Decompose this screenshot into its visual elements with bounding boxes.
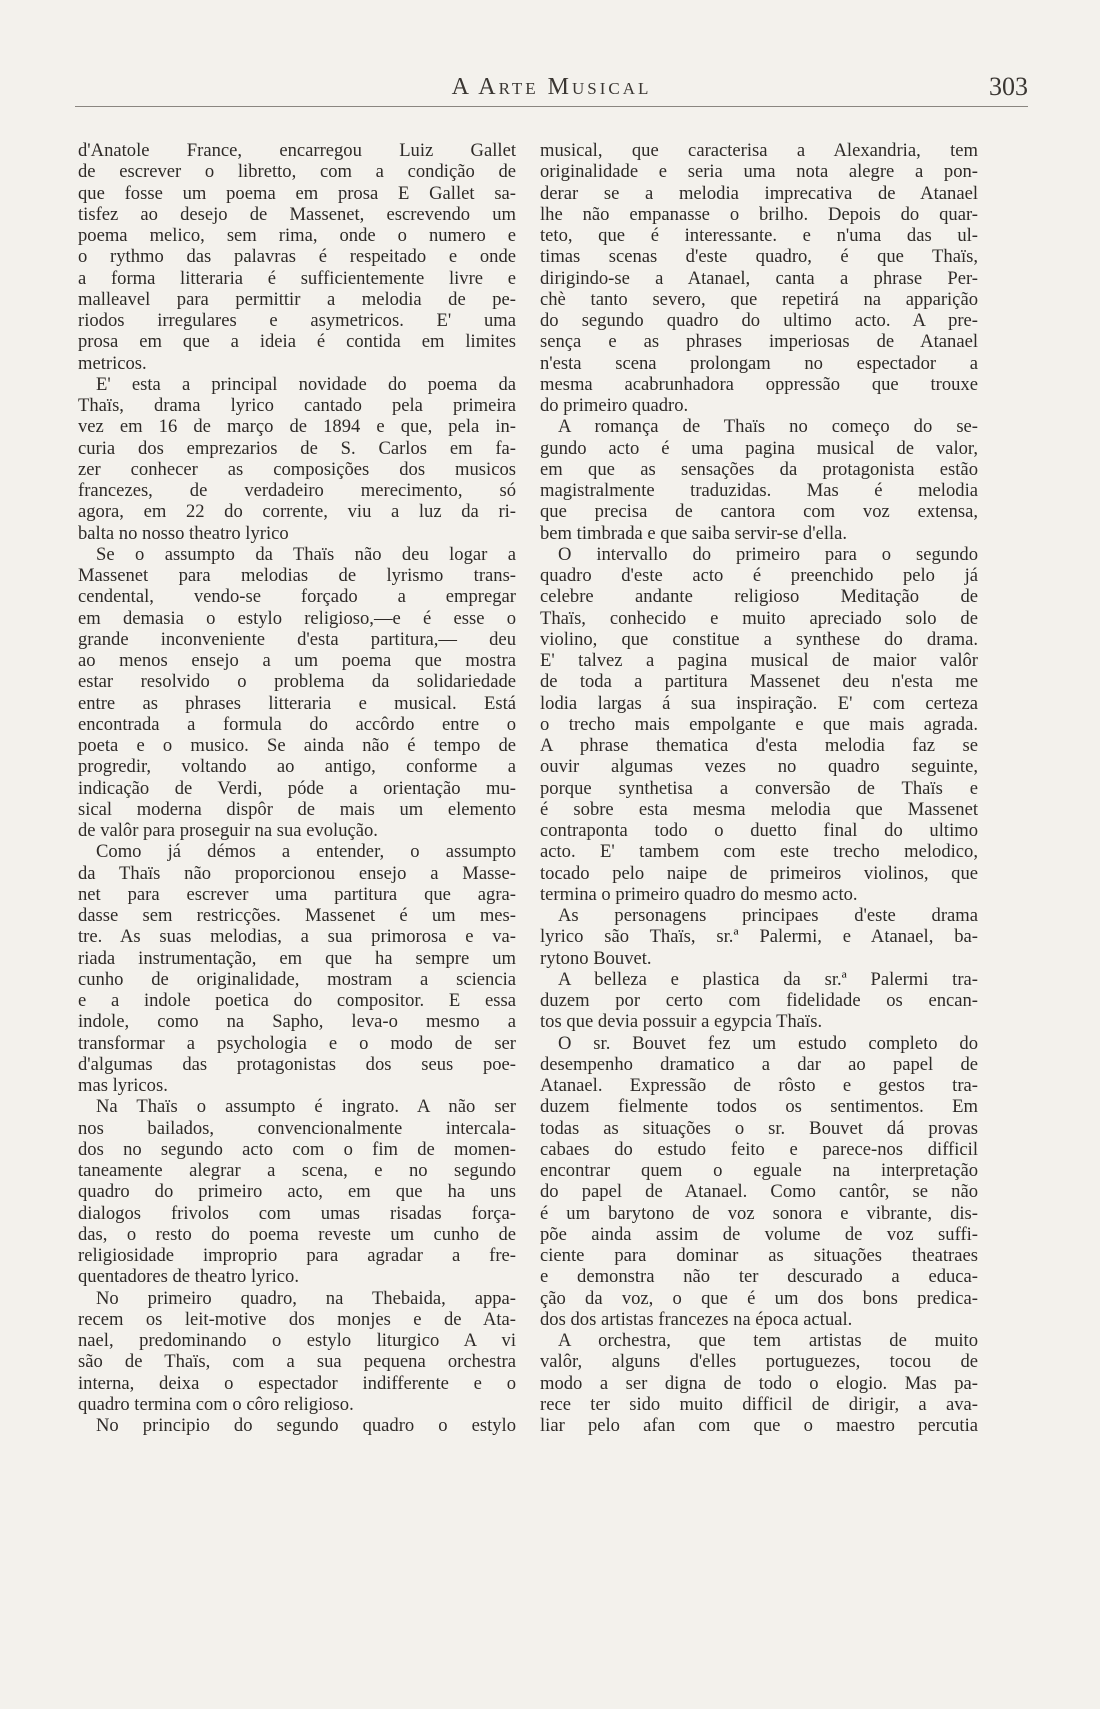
- text-line: encontrada a formula do accôrdo entre o: [78, 713, 516, 735]
- text-line: ciente para dominar as situações theatraes: [540, 1245, 978, 1266]
- text-line: bem timbrada e que saiba servir-se d'ella.: [540, 522, 848, 544]
- text-line: rytono Bouvet.: [540, 947, 652, 969]
- text-line: é sobre esta mesma melodia que Massenet: [540, 798, 978, 820]
- text-line: Atanael. Expressão de rôsto e gestos tra-: [540, 1075, 978, 1096]
- text-line: E' talvez a pagina musical de maior valôr: [540, 650, 978, 671]
- text-line: Como já démos a entender, o assumpto: [96, 841, 516, 863]
- text-line: indicação de Verdi, póde a orientação mu-: [78, 777, 516, 799]
- text-line: prosa em que a ideia é contida em limites: [78, 331, 516, 353]
- running-head: [75, 66, 1028, 107]
- text-line: modo a ser digna de todo o elogio. Mas pa-: [540, 1372, 978, 1394]
- text-line: derar se a melodia imprecativa de Atanael: [540, 182, 978, 204]
- text-line: do segundo quadro do ultimo acto. A pre-: [540, 310, 978, 331]
- text-line: porque synthetisa a conversão de Thaïs e: [540, 777, 978, 799]
- text-line: quentadores de theatro lyrico.: [78, 1266, 299, 1288]
- text-line: Se o assumpto da Thaïs não deu logar a: [96, 543, 516, 565]
- text-line: metricos.: [78, 352, 147, 374]
- text-line: de valôr para proseguir na sua evolução.: [78, 820, 378, 841]
- text-line: A belleza e plastica da sr.ª Palermi tra-: [558, 968, 978, 990]
- text-line: agora, em 22 do corrente, viu a luz da ri-: [78, 501, 516, 523]
- text-line: musical, que caracterisa a Alexandria, tem: [540, 140, 978, 161]
- text-line: interna, deixa o espectador indifferente e o: [78, 1372, 516, 1394]
- text-line: celebre andante religioso Meditação de: [540, 586, 978, 608]
- text-line: dos no segundo acto com o fim de momen-: [78, 1138, 516, 1160]
- text-line: timas scenas d'este quadro, é que Thaïs,: [540, 246, 978, 268]
- text-line: é um barytono de voz sonora e vibrante, dis-: [540, 1202, 978, 1224]
- text-line: que precisa de cantora com voz extensa,: [540, 501, 978, 523]
- text-line: põe ainda assim de volume de voz suffi-: [540, 1223, 978, 1245]
- text-line: tocado pelo naipe de primeiros violinos, que: [540, 862, 978, 884]
- text-line: progredir, voltando ao antigo, conforme a: [78, 756, 516, 778]
- text-line: do papel de Atanael. Como cantôr, se não: [540, 1181, 978, 1203]
- text-line: A phrase thematica d'esta melodia faz se: [540, 735, 978, 756]
- text-line: As personagens principaes d'este drama: [558, 905, 978, 926]
- text-line: dos dos artistas francezes na época actual.: [540, 1308, 853, 1330]
- text-line: poeta e o musico. Se ainda não é tempo de: [78, 735, 516, 756]
- text-line: quadro do primeiro acto, em que ha uns: [78, 1181, 516, 1203]
- text-line: originalidade e seria uma nota alegre a pon-: [540, 161, 978, 183]
- text-line: ouvir algumas vezes no quadro seguinte,: [540, 756, 978, 778]
- text-line: gundo acto é uma pagina musical de valor,: [540, 437, 978, 459]
- text-line: encontrar quem o eguale na interpretação: [540, 1160, 978, 1181]
- text-line: o rythmo das palavras é respeitado e onde: [78, 246, 516, 268]
- text-line: cabaes do estudo feito e parece-nos difficil: [540, 1138, 978, 1160]
- text-line: cunho de originalidade, mostram a sciencia: [78, 968, 516, 990]
- text-line: das, o resto do poema reveste um cunho de: [78, 1223, 516, 1245]
- text-line: que fosse um poema em prosa E Gallet sa-: [78, 182, 516, 204]
- text-line: quadro d'este acto é preenchido pelo já: [540, 565, 978, 586]
- text-line: e demonstra não ter descurado a educa-: [540, 1266, 978, 1288]
- text-line: balta no nosso theatro lyrico: [78, 522, 289, 544]
- text-line: vez em 16 de março de 1894 e que, pela in-: [78, 416, 516, 438]
- text-line: transformar a psychologia e o modo de ser: [78, 1032, 516, 1054]
- text-line: O sr. Bouvet fez um estudo completo do: [558, 1032, 978, 1054]
- text-line: A orchestra, que tem artistas de muito: [558, 1330, 978, 1351]
- text-line: dirigindo-se a Atanael, canta a phrase Per-: [540, 267, 978, 289]
- text-line: No primeiro quadro, na Thebaida, appa-: [96, 1287, 516, 1309]
- text-line: dialogos frivolos com umas risadas força-: [78, 1202, 516, 1224]
- text-line: violino, que constitue a synthese do drama.: [540, 628, 978, 650]
- text-line: nos bailados, convencionalmente intercala-: [78, 1117, 516, 1139]
- text-line: ção da voz, o que é um dos bons predica-: [540, 1287, 978, 1309]
- text-line: liar pelo afan com que o maestro percutia: [540, 1415, 978, 1436]
- text-line: Massenet para melodias de lyrismo trans-: [78, 565, 516, 586]
- text-line: tisfez ao desejo de Massenet, escrevendo um: [78, 203, 516, 225]
- text-line: desempenho dramatico a dar ao papel de: [540, 1053, 978, 1075]
- text-line: dasse sem restricções. Massenet é um mes-: [78, 905, 516, 926]
- text-line: grande inconveniente d'esta partitura,— deu: [78, 628, 516, 650]
- text-line: contraponta todo o duetto final do ultimo: [540, 820, 978, 841]
- text-line: da Thaïs não proporcionou ensejo a Masse-: [78, 862, 516, 884]
- text-line: valôr, alguns d'elles portuguezes, tocou de: [540, 1351, 978, 1373]
- text-line: Thaïs, drama lyrico cantado pela primeira: [78, 395, 516, 416]
- text-line: zer conhecer as composições dos musicos: [78, 458, 516, 480]
- text-line: poema melico, sem rima, onde o numero e: [78, 225, 516, 246]
- right-column: [540, 140, 978, 1436]
- text-line: duzem fielmente todos os sentimentos. Em: [540, 1096, 978, 1118]
- text-line: net para escrever uma partitura que agra-: [78, 883, 516, 905]
- text-line: magistralmente traduzidas. Mas é melodia: [540, 480, 978, 501]
- text-line: o trecho mais empolgante e que mais agrada.: [540, 713, 978, 735]
- page-number: 303: [989, 72, 1028, 101]
- text-line: riada instrumentação, em que ha sempre um: [78, 947, 516, 969]
- text-line: n'esta scena prolongam no espectador a: [540, 352, 978, 374]
- text-line: taneamente alegrar a scena, e no segundo: [78, 1160, 516, 1181]
- text-line: todas as situações o sr. Bouvet dá provas: [540, 1117, 978, 1139]
- text-line: Na Thaïs o assumpto é ingrato. A não ser: [96, 1096, 516, 1118]
- left-column: [78, 140, 516, 1436]
- text-line: d'Anatole France, encarregou Luiz Gallet: [78, 140, 516, 161]
- text-line: termina o primeiro quadro do mesmo acto.: [540, 883, 858, 905]
- text-line: de escrever o libretto, com a condição de: [78, 161, 516, 183]
- text-line: duzem por certo com fidelidade os encan-: [540, 990, 978, 1011]
- running-title: A Arte Musical: [451, 74, 652, 100]
- text-line: E' esta a principal novidade do poema da: [96, 373, 516, 395]
- text-line: No principio do segundo quadro o estylo: [96, 1415, 516, 1436]
- text-line: d'algumas das protagonistas dos seus poe-: [78, 1053, 516, 1075]
- text-line: religiosidade improprio para agradar a fre-: [78, 1245, 516, 1266]
- text-line: e a indole poetica do compositor. E essa: [78, 990, 516, 1011]
- text-line: nael, predominando o estylo liturgico A vi: [78, 1330, 516, 1351]
- text-line: em que as sensações da protagonista estão: [540, 458, 978, 480]
- text-line: curia dos emprezarios de S. Carlos em fa-: [78, 437, 516, 459]
- text-line: estar resolvido o problema da solidariedade: [78, 671, 516, 693]
- text-line: Thaïs, conhecido e muito apreciado solo de: [540, 607, 978, 629]
- text-line: riodos irregulares e asymetricos. E' uma: [78, 310, 516, 331]
- text-line: cendental, vendo-se forçado a empregar: [78, 586, 516, 608]
- text-line: lodia largas á sua inspiração. E' com certeza: [540, 692, 978, 714]
- text-line: ao menos ensejo a um poema que mostra: [78, 650, 516, 671]
- text-line: sença e as phrases imperiosas de Atanael: [540, 331, 978, 353]
- text-line: A romança de Thaïs no começo do se-: [558, 416, 978, 438]
- text-line: mesma acabrunhadora oppressão que trouxe: [540, 373, 978, 395]
- text-line: do primeiro quadro.: [540, 395, 689, 416]
- text-line: malleavel para permittir a melodia de pe-: [78, 288, 516, 310]
- text-line: lyrico são Thaïs, sr.ª Palermi, e Atanael, ba-: [540, 926, 978, 948]
- text-line: sical moderna dispôr de mais um elemento: [78, 798, 516, 820]
- text-line: chè tanto severo, que repetirá na apparição: [540, 288, 978, 310]
- text-line: são de Thaïs, com a sua pequena orchestra: [78, 1351, 516, 1373]
- text-line: francezes, de verdadeiro merecimento, só: [78, 480, 516, 501]
- text-line: em demasia o estylo religioso,—e é esse o: [78, 607, 516, 629]
- text-line: a forma litteraria é sufficientemente livre e: [78, 267, 516, 289]
- text-line: lhe não empanasse o brilho. Depois do quar-: [540, 203, 978, 225]
- text-line: indole, como na Sapho, leva-o mesmo a: [78, 1011, 516, 1033]
- text-line: teto, que é interessante. e n'uma das ul-: [540, 225, 978, 246]
- text-line: mas lyricos.: [78, 1075, 168, 1096]
- text-line: O intervallo do primeiro para o segundo: [558, 543, 978, 565]
- text-line: tos que devia possuir a egypcia Thaïs.: [540, 1011, 823, 1033]
- text-line: rece ter sido muito difficil de dirigir, a ava-: [540, 1393, 978, 1415]
- text-line: recem os leit-motive dos monjes e de Ata-: [78, 1308, 516, 1330]
- text-line: entre as phrases litteraria e musical. Está: [78, 692, 516, 714]
- text-line: quadro termina com o côro religioso.: [78, 1393, 354, 1415]
- text-line: acto. E' tambem com este trecho melodico,: [540, 841, 978, 863]
- text-line: de toda a partitura Massenet deu n'esta me: [540, 671, 978, 693]
- text-line: tre. As suas melodias, a sua primorosa e va-: [78, 926, 516, 948]
